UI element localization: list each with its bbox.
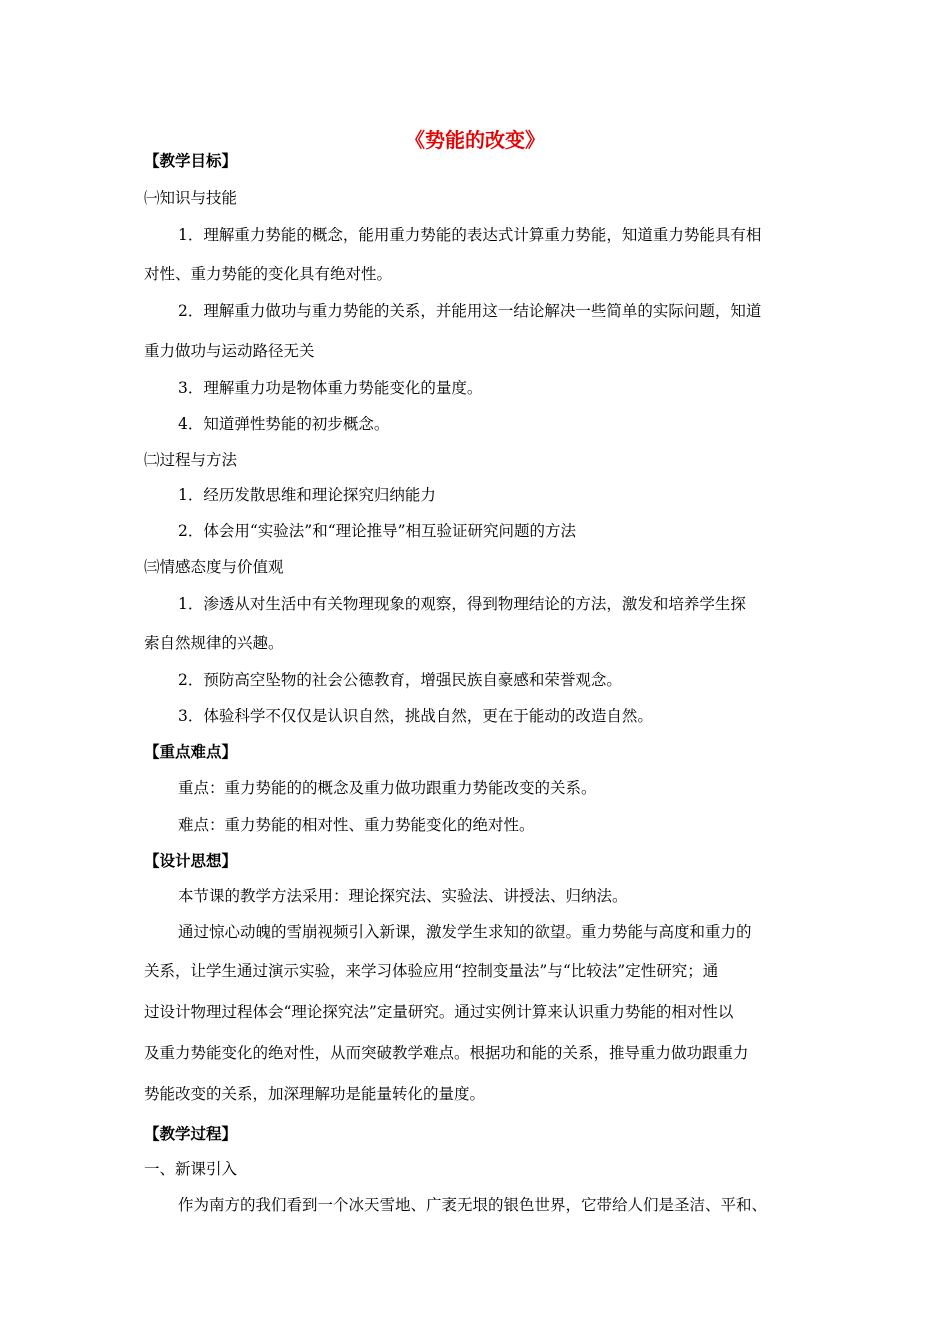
paragraph-line: 1．渗透从对生活中有关物理现象的观察，得到物理结论的方法，激发和培养学生探 [178,595,746,613]
subsection-attitude: ㈢情感态度与价值观 [144,558,284,576]
section-heading-key-points: 【重点难点】 [144,743,238,761]
section-heading-objectives: 【教学目标】 [144,152,238,170]
paragraph-line: 1．经历发散思维和理论探究归纳能力 [178,486,436,504]
section-heading-process: 【教学过程】 [144,1125,238,1143]
paragraph-line: 及重力势能变化的绝对性，从而突破教学难点。根据功和能的关系，推导重力做功跟重力 [144,1044,749,1062]
key-point: 重点：重力势能的的概念及重力做功跟重力势能改变的关系。 [178,779,597,797]
paragraph-line: 关系，让学生通过演示实验，来学习体验应用“控制变量法”与“比较法”定性研究；通 [144,962,719,980]
paragraph-line: 索自然规律的兴趣。 [144,634,284,652]
difficult-point: 难点：重力势能的相对性、重力势能变化的绝对性。 [178,816,535,834]
paragraph-line: 2．体会用“实验法”和“理论推导”相互验证研究问题的方法 [178,522,577,540]
paragraph-line: 过设计物理过程体会“理论探究法”定量研究。通过实例计算来认识重力势能的相对性以 [144,1003,734,1021]
subsection-knowledge: ㈠知识与技能 [144,189,238,207]
paragraph-line: 4．知道弹性势能的初步概念。 [178,415,390,433]
page-title: 《势能的改变》 [405,128,545,152]
section-heading-design: 【设计思想】 [144,852,238,870]
paragraph-line: 3．体验科学不仅仅是认识自然，挑战自然，更在于能动的改造自然。 [178,707,653,725]
paragraph-line: 通过惊心动魄的雪崩视频引入新课，激发学生求知的欲望。重力势能与高度和重力的 [178,923,752,941]
paragraph-line: 势能改变的关系，加深理解功是能量转化的量度。 [144,1085,486,1103]
paragraph-line: 作为南方的我们看到一个冰天雪地、广袤无垠的银色世界，它带给人们是圣洁、平和、 [178,1196,768,1214]
paragraph-line: 重力做功与运动路径无关 [144,342,315,360]
paragraph-line: 3．理解重力功是物体重力势能变化的量度。 [178,379,483,397]
paragraph-line: 2．预防高空坠物的社会公德教育，增强民族自豪感和荣誉观念。 [178,671,622,689]
paragraph-line: 1．理解重力势能的概念，能用重力势能的表达式计算重力势能，知道重力势能具有相 [178,226,762,244]
paragraph-line: 2．理解重力做功与重力势能的关系，并能用这一结论解决一些简单的实际问题，知道 [178,302,762,320]
subsection-introduction: 一、新课引入 [144,1160,238,1178]
paragraph-line: 对性、重力势能的变化具有绝对性。 [144,265,393,283]
paragraph-line: 本节课的教学方法采用：理论探究法、实验法、讲授法、归纳法。 [178,887,628,905]
subsection-process: ㈡过程与方法 [144,451,238,469]
